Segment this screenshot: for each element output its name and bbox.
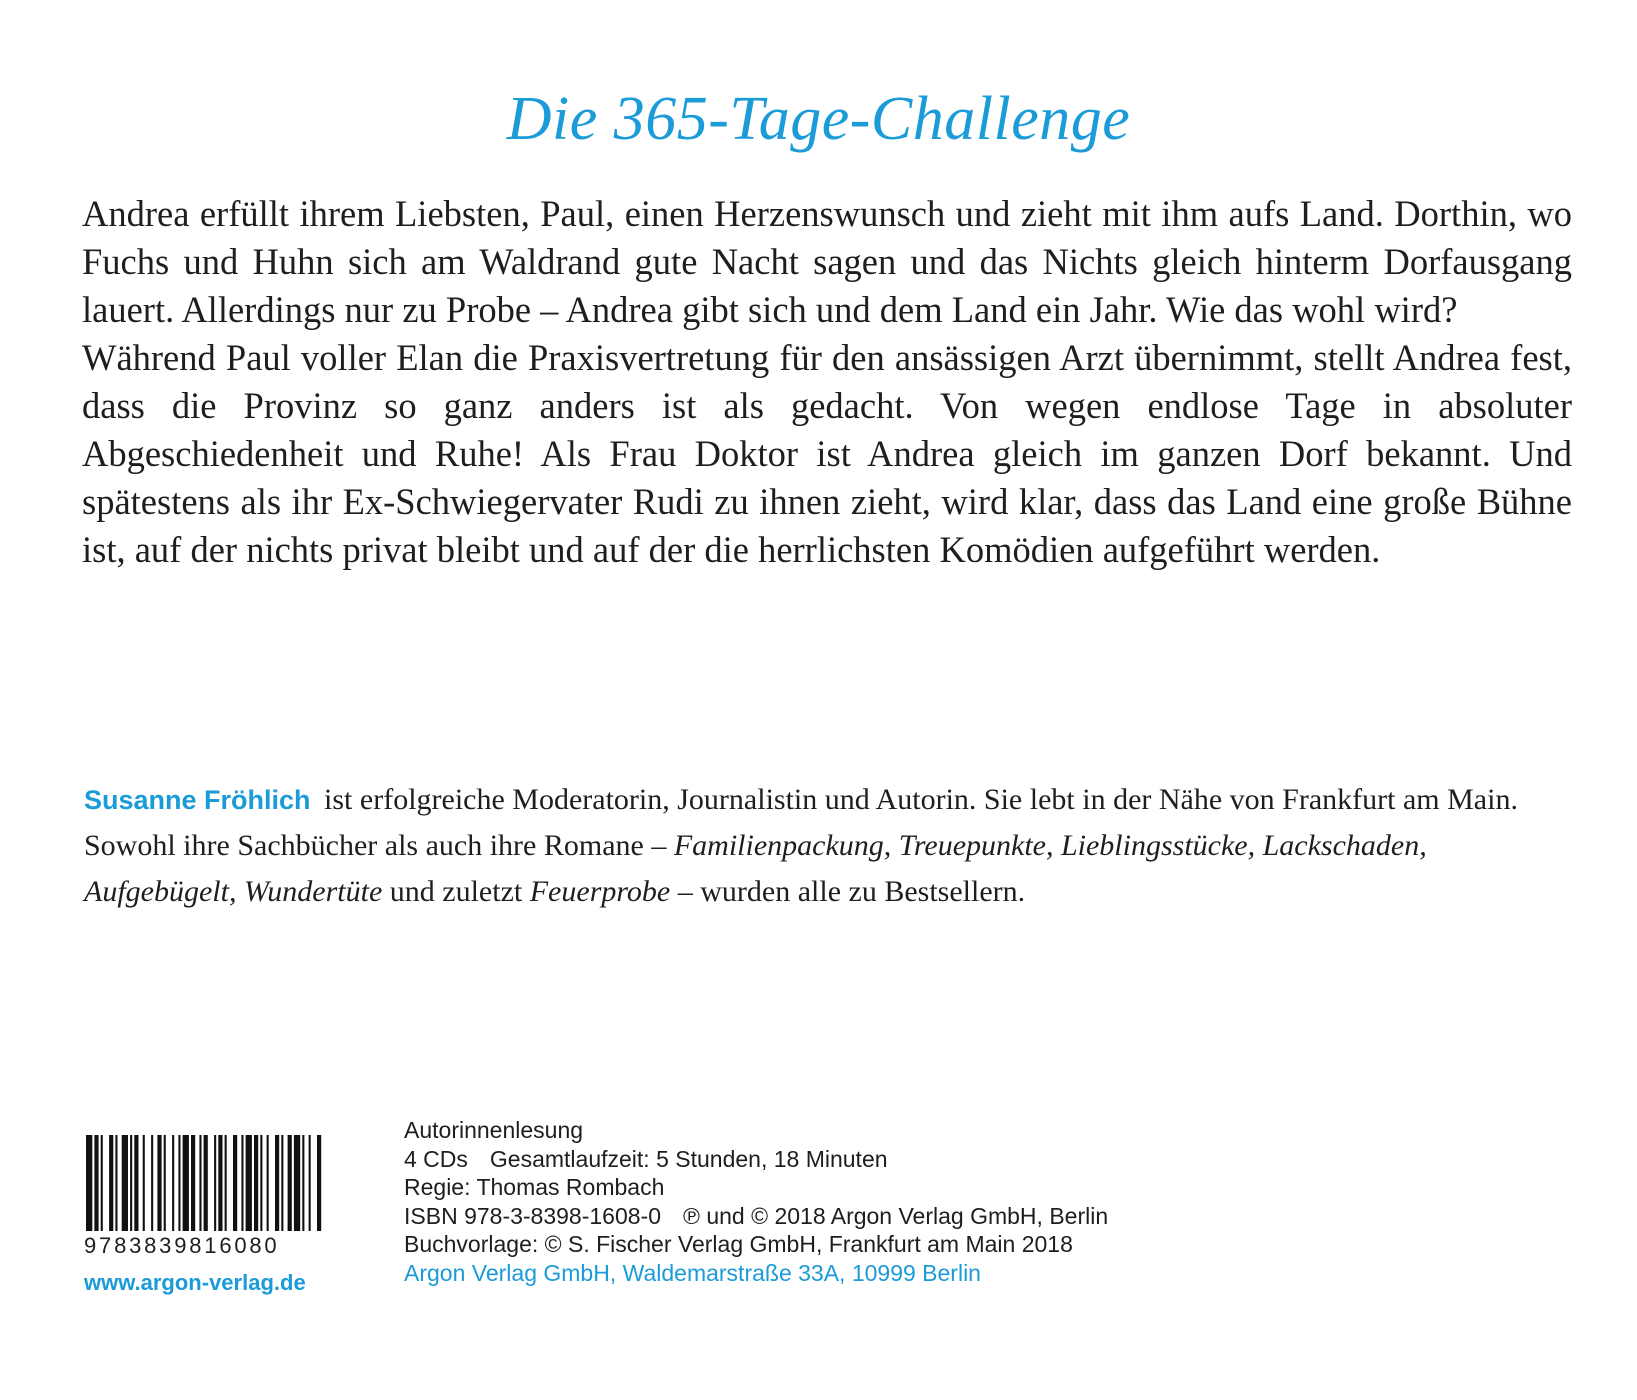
info-source: Buchvorlage: © S. Fischer Verlag GmbH, Frankfurt am Main 2018	[404, 1231, 1073, 1257]
barcode-bar	[317, 1135, 321, 1231]
barcode-bar	[302, 1135, 304, 1231]
info-director: Regie: Thomas Rombach	[404, 1174, 665, 1200]
author-bio-text-3: – wurden alle zu Bestsellern.	[677, 875, 1026, 908]
barcode-bar	[191, 1135, 195, 1231]
website-link[interactable]: www.argon-verlag.de	[84, 1270, 306, 1295]
barcode-bar	[233, 1135, 237, 1231]
barcode-bar	[254, 1135, 258, 1231]
barcode-bar	[246, 1135, 252, 1231]
barcode-digits: 9783839816080	[84, 1233, 280, 1258]
author-book-titles-2: Feuerprobe	[529, 875, 671, 908]
info-isbn-line	[404, 1202, 1108, 1231]
barcode-bar	[101, 1135, 103, 1231]
barcode-bar	[178, 1135, 180, 1231]
barcode-bar	[86, 1135, 92, 1231]
info-isbn: ISBN 978-3-8398-1608-0	[404, 1202, 661, 1229]
barcode-bar	[115, 1135, 117, 1231]
author-bio-text-2: und zuletzt	[389, 875, 523, 908]
barcode-bar	[225, 1135, 227, 1231]
barcode-bar	[260, 1135, 262, 1231]
barcode-bar	[122, 1135, 128, 1231]
barcode-bar	[199, 1135, 201, 1231]
barcode-bar	[109, 1135, 113, 1231]
author-bio	[84, 777, 1554, 915]
barcode-bar	[157, 1135, 161, 1231]
author-bio-text-1: ist erfolgreiche Moderatorin, Journalistin und Autorin. Sie lebt in der Nähe von Frankfurt am Main. Sowohl ihre Sachbücher als auch ihre Romane –	[84, 783, 1518, 862]
info-runtime-line	[404, 1145, 1108, 1174]
author-book-titles-1: Familienpackung, Treuepunkte, Lieblingsstücke, Lackschaden, Aufgebügelt, Wundertüte	[84, 829, 1427, 908]
page-title: Die 365-Tage-Challenge	[506, 85, 1131, 153]
barcode-bar	[183, 1135, 189, 1231]
barcode-bar	[143, 1135, 145, 1231]
blurb	[82, 190, 1572, 574]
barcode	[84, 1135, 374, 1259]
product-info	[404, 1116, 1108, 1287]
barcode-bar	[94, 1135, 98, 1231]
blurb-paragraph-1: Andrea erfüllt ihrem Liebsten, Paul, einen Herzenswunsch und zieht mit ihm aufs Land. Dorthin, wo Fuchs und Huhn sich am Waldrand gute Nacht sagen und das Nichts gleich hinterm Dorfausgang lauert. Allerdings nur zu Probe – Andrea gibt sich und dem Land ein Jahr. Wie das wohl wird?	[82, 193, 1572, 330]
barcode-bars	[84, 1135, 374, 1231]
barcode-bar	[214, 1135, 216, 1231]
barcode-bar	[172, 1135, 174, 1231]
barcode-bar	[134, 1135, 138, 1231]
barcode-bar	[309, 1135, 311, 1231]
blurb-paragraph-2: Während Paul voller Elan die Praxisvertretung für den ansässigen Arzt übernimmt, stellt Andrea fest, dass die Provinz so ganz anders ist als gedacht. Von wegen endlose Tage in absoluter Abgeschiedenheit und Ruhe! Als Frau Doktor ist Andrea gleich im ganzen Dorf bekannt. Und spätestens als ihr Ex-Schwiegervater Rudi zu ihnen zieht, wird klar, dass das Land eine große Bühne ist, auf der nichts privat bleibt und auf der die herrlichsten Komödien aufgeführt werden.	[82, 337, 1572, 570]
barcode-graphic	[84, 1135, 370, 1231]
info-copyright: ℗ und © 2018 Argon Verlag GmbH, Berlin	[683, 1202, 1109, 1229]
barcode-bar	[151, 1135, 153, 1231]
info-address: Argon Verlag GmbH, Waldemarstraße 33A, 10999 Berlin	[404, 1259, 981, 1286]
info-reading-type: Autorinnenlesung	[404, 1117, 584, 1143]
barcode-bar	[275, 1135, 279, 1231]
barcode-bar	[130, 1135, 132, 1231]
info-cds: 4 CDs	[404, 1145, 468, 1172]
barcode-bar	[164, 1135, 166, 1231]
barcode-bar	[241, 1135, 243, 1231]
barcode-bar	[294, 1135, 300, 1231]
barcode-bar	[218, 1135, 222, 1231]
author-name: Susanne Fröhlich	[84, 785, 311, 815]
info-runtime: Gesamtlaufzeit: 5 Stunden, 18 Minuten	[489, 1145, 888, 1172]
barcode-bar	[281, 1135, 283, 1231]
barcode-bar	[204, 1135, 208, 1231]
barcode-bar	[267, 1135, 269, 1231]
barcode-bar	[288, 1135, 292, 1231]
